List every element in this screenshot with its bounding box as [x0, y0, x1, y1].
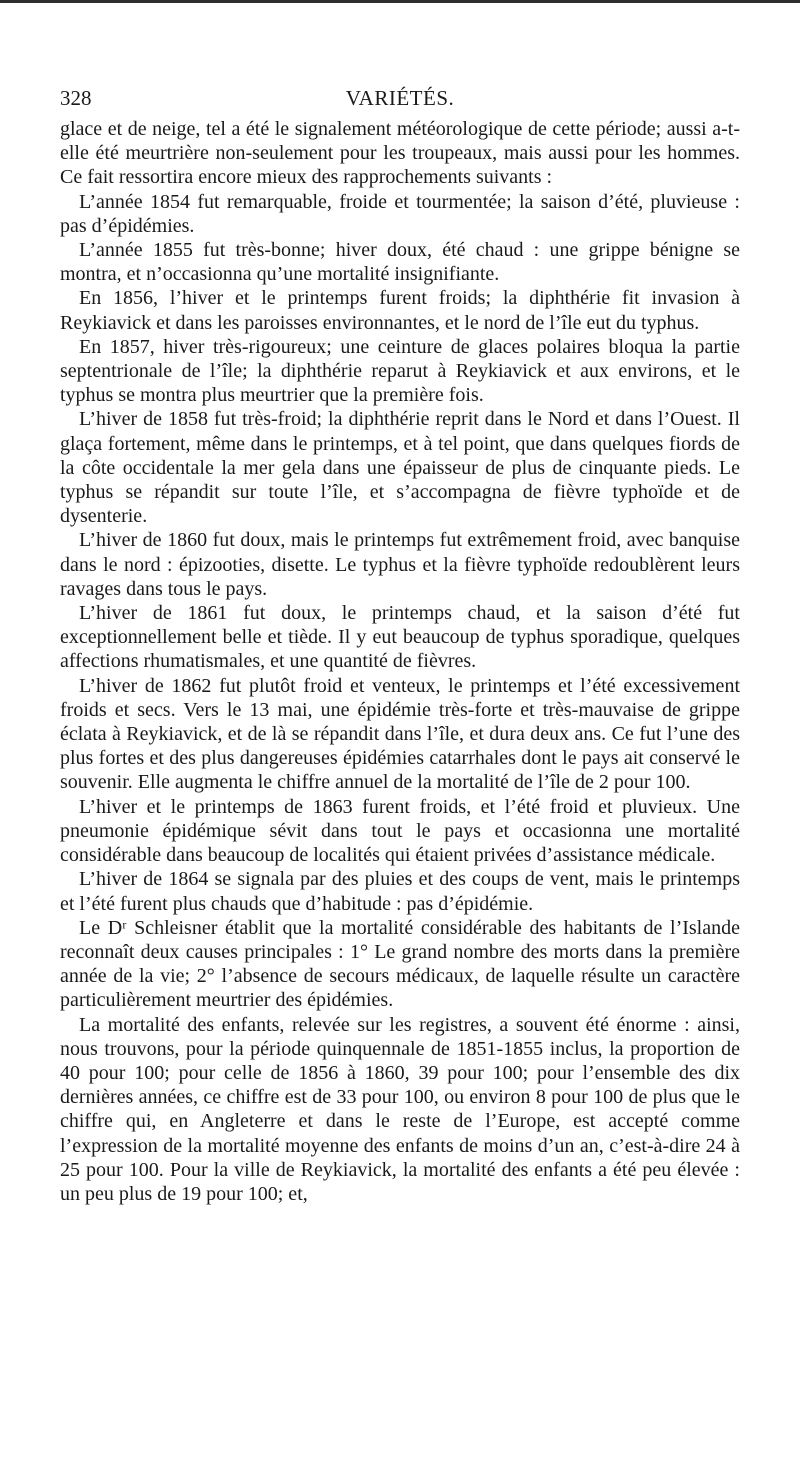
running-title: VARIÉTÉS. — [345, 86, 455, 110]
paragraph-1855: L’année 1855 fut très-bonne; hiver doux, été chaud : une grippe bénigne se montra, et n’occasionna qu’une mortalité insignifiante. — [60, 239, 740, 286]
paragraph-1857: En 1857, hiver très-rigoureux; une ceinture de glaces polaires bloqua la partie septentrionale de l’île; la diphthérie reparut à Reykiavick et aux environs, et le typhus se montra plus meurtrier que la première fois. — [60, 335, 740, 407]
paragraph-1863: L’hiver et le printemps de 1863 furent froids, et l’été froid et pluvieux. Une pneumonie épidémique sévit dans tout le pays et occasionna une mortalité considérable dans beaucoup de localités qui étaient privées d’assistance médicale. — [60, 795, 740, 867]
paragraph-1854: L’année 1854 fut remarquable, froide et tourmentée; la saison d’été, pluvieuse : pas d’épidémies. — [60, 190, 740, 237]
paragraph-1861: L’hiver de 1861 fut doux, le printemps chaud, et la saison d’été fut exceptionnellement belle et tiède. Il y eut beaucoup de typhus sporadique, quelques affections rhumatismales, et une quantité de fièvres. — [60, 602, 740, 673]
body-text — [60, 117, 740, 1206]
paragraph-child-mortality: La mortalité des enfants, relevée sur les registres, a souvent été énorme : ainsi, nous trouvons, pour la période quinquennale de 1851-1855 inclus, la proportion de 40 pour 100; pour celle de 1856 à 1860, 39 pour 100; pour l’ensemble des dix dernières années, ce chiffre est de 33 pour 100, ou environ 8 pour 100 de plus que le chiffre qui, en Angleterre et dans le reste de l’Europe, est accepté comme l’expression de la mortalité moyenne des enfants de moins d’un an, c’est-à-dire 24 à 25 pour 100. Pour la ville de Reykiavick, la mortalité des enfants a été peu élevée : un peu plus de 19 pour 100; et, — [60, 1013, 740, 1205]
running-header — [60, 86, 740, 116]
paragraph-schleisner: Le Dʳ Schleisner établit que la mortalité considérable des habitants de l’Islande reconnaît deux causes principales : 1° Le grand nombre des morts dans la première année de la vie; 2° l’absence de secours médicaux, de laquelle résulte un caractère particulièrement meurtrier des épidémies. — [60, 916, 740, 1012]
paragraph-1860: L’hiver de 1860 fut doux, mais le printemps fut extrêmement froid, avec banquise dans le nord : épizooties, disette. Le typhus et la fièvre typhoïde redoublèrent leurs ravages dans tous le pays. — [60, 529, 740, 600]
page-number: 328 — [60, 86, 92, 110]
paragraph-1856: En 1856, l’hiver et le printemps furent froids; la diphthérie fit invasion à Reykiavick et dans les paroisses environnantes, et le nord de l’île eut du typhus. — [60, 287, 740, 334]
paragraph-1858: L’hiver de 1858 fut très-froid; la diphthérie reprit dans le Nord et dans l’Ouest. Il glaça fortement, même dans le printemps, et à tel point, que dans quelques fiords de la côte occidentale la mer gela dans une épaisseur de plus de cinquante pieds. Le typhus se répandit sur toute l’île, et s’accompagna de fièvre typhoïde et de dysenterie. — [60, 408, 740, 528]
paragraph-1862: L’hiver de 1862 fut plutôt froid et venteux, le printemps et l’été excessivement froids et secs. Vers le 13 mai, une épidémie très-forte et très-mauvaise de grippe éclata à Reykiavick, et de là se répandit dans l’île, et dura deux ans. Ce fut l’une des plus fortes et des plus dangereuses épidémies catarrhales dont le pays ait conservé le souvenir. Elle augmenta le chiffre annuel de la mortalité de l’île de 2 pour 100. — [60, 674, 740, 794]
paragraph-continuation: glace et de neige, tel a été le signalement météorologique de cette période; aussi a-t-elle été meurtrière non-seulement pour les troupeaux, mais aussi pour les hommes. Ce fait ressortira encore mieux des rapprochements suivants : — [60, 118, 740, 189]
paragraph-1864: L’hiver de 1864 se signala par des pluies et des coups de vent, mais le printemps et l’été furent plus chauds que d’habitude : pas d’épidémie. — [60, 868, 740, 915]
